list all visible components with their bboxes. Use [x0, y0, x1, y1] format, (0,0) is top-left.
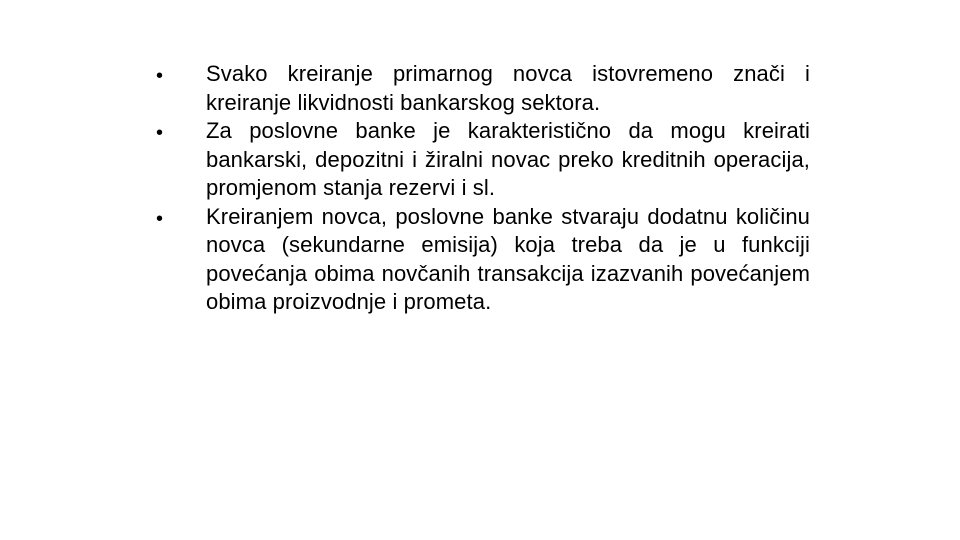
bullet-icon: • — [156, 122, 164, 144]
bullet-icon: • — [156, 65, 164, 87]
bullet-list — [150, 60, 810, 317]
bullet-text: Kreiranjem novca, poslovne banke stvaraju dodatnu količinu novca (sekundarne emisija) koja treba da je u funkciji povećanja obima novčanih transakcija izazvanih povećanjem obima proizvodnje i prometa. — [206, 203, 810, 314]
bullet-text: Za poslovne banke je karakteristično da mogu kreirati bankarski, depozitni i žiralni novac preko kreditnih operacija, promjenom stanja rezervi i sl. — [206, 118, 810, 200]
bullet-text: Svako kreiranje primarnog novca istovremeno znači i kreiranje likvidnosti bankarskog sektora. — [206, 61, 810, 115]
list-item — [150, 203, 810, 317]
bullet-icon: • — [156, 207, 164, 230]
list-item — [150, 60, 810, 117]
list-item — [150, 117, 810, 203]
